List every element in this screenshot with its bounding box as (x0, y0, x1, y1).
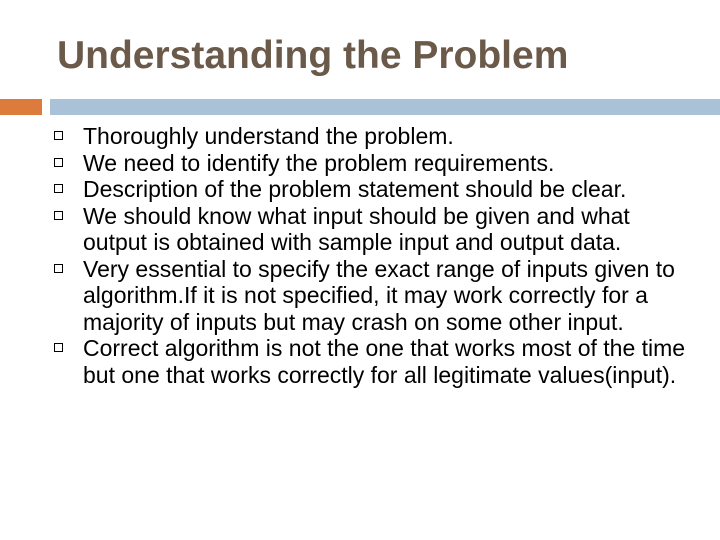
hollow-square-icon (54, 131, 63, 140)
bullet-item (50, 176, 700, 203)
bullet-item (50, 335, 700, 388)
bullet-list (50, 123, 700, 388)
bullet-text: We should know what input should be given and what output is obtained with sample input and output data. (83, 202, 630, 255)
hollow-square-icon (54, 184, 63, 193)
hollow-square-icon (54, 264, 63, 273)
bullet-item (50, 256, 700, 336)
bullet-text: Correct algorithm is not the one that works most of the time but one that works correctly for all legitimate values(input). (83, 335, 686, 388)
title-accent-bar (0, 99, 42, 115)
bullet-text: Description of the problem statement should be clear. (83, 176, 627, 202)
hollow-square-icon (54, 158, 63, 167)
bullet-item (50, 203, 700, 256)
title-divider-bar (50, 99, 720, 115)
bullet-item (50, 150, 700, 177)
bullet-text: Thoroughly understand the problem. (83, 123, 454, 149)
slide-title: Understanding the Problem (57, 34, 569, 77)
bullet-item (50, 123, 700, 150)
hollow-square-icon (54, 211, 63, 220)
bullet-text: We need to identify the problem requirements. (83, 149, 555, 176)
hollow-square-icon (54, 343, 63, 352)
bullet-text: Very essential to specify the exact range of inputs given to algorithm.If it is not specified, it may work correctly for a majority of inputs but may crash on some other input. (83, 255, 675, 335)
